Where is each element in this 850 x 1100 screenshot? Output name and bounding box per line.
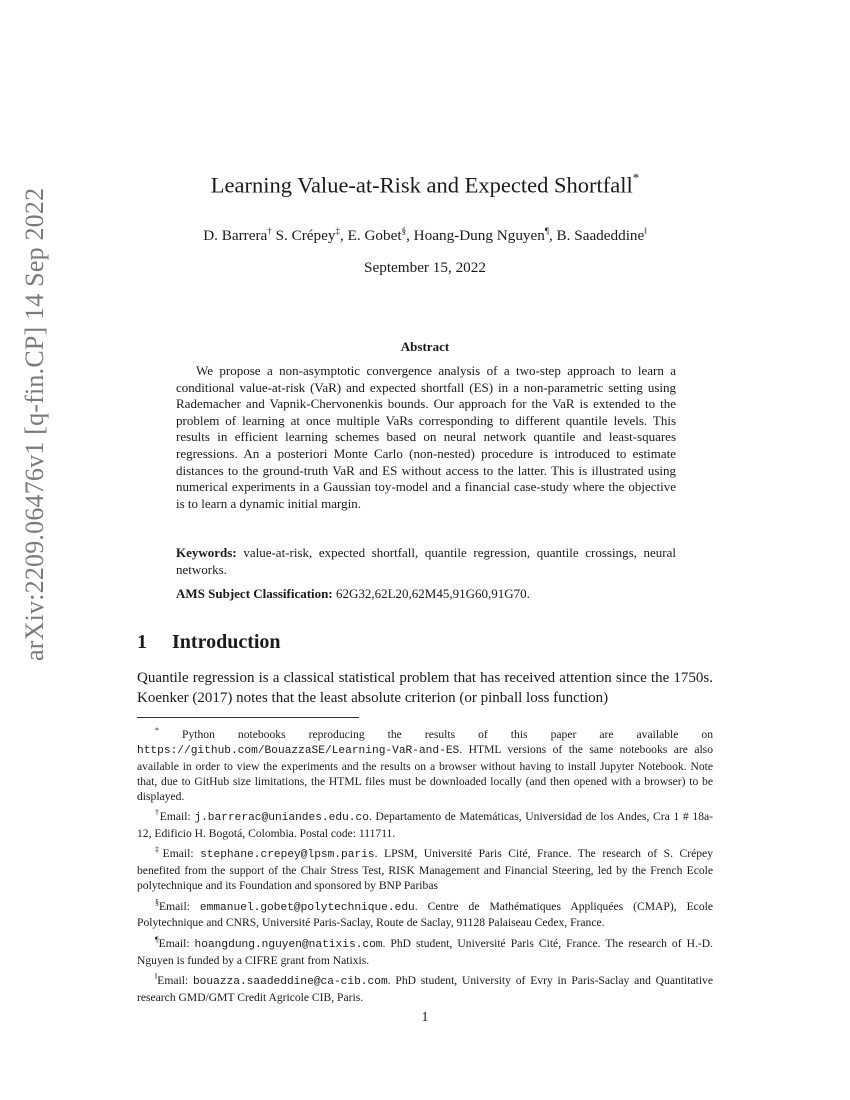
author-list	[0, 226, 850, 245]
footnote-text: . LPSM, Université Paris Cité, France. The research of S. Crépey benefited from the support of the Chair Stress Test, RISK Management and Financial Steering, led by the French Ecole polytechnique and its Foundation and sponsored by BNP Paribas	[137, 847, 713, 893]
footnote-text: . HTML versions of the same notebooks are also available in order to view the experiments and the results on a browser without having to install Jupyter Notebook. Note that, due to GitHub size limitations, the HTML files must be downloaded locally (and then opened with a browser) to be displayed.	[137, 742, 713, 804]
author-name: E. Gobet	[347, 227, 402, 245]
footnote-link-text: bouazza.saadeddine@ca-cib.com	[192, 975, 388, 988]
keywords	[176, 545, 676, 578]
footnote-text: . Centre de Mathématiques Appliquées (CMAP), Ecole Polytechnique and CNRS, Université Paris-Saclay, Route de Saclay, 91128 Palaiseau Cedex, France.	[137, 899, 713, 930]
author-footnote-mark: ‡	[335, 226, 340, 236]
author-footnote-mark: ‖	[644, 226, 647, 236]
publication-date: September 15, 2022	[364, 259, 486, 276]
author	[557, 227, 647, 244]
footnote-mark: ‖	[155, 971, 158, 981]
footnote-divider	[137, 717, 359, 718]
footnote	[137, 969, 713, 1005]
author-name: B. Saadeddine	[556, 227, 645, 245]
footnote-text: . PhD student, University of Evry in Paris-Saclay and Quantitative research GMD/GMT Credit Agricole CIB, Paris.	[137, 973, 713, 1004]
footnote	[137, 895, 713, 931]
section-heading	[137, 631, 281, 654]
ams-label: AMS Subject Classification:	[176, 586, 333, 601]
footnote-mark: †	[155, 808, 160, 818]
footnote-link-text: stephane.crepey@lpsm.paris	[200, 849, 375, 862]
author-separator: ,	[548, 227, 557, 245]
author-footnote-mark: §	[401, 226, 407, 236]
author-footnote-mark: ¶	[544, 226, 549, 236]
footnote	[137, 723, 713, 804]
footnote-link-text: emmanuel.gobet@polytechnique.edu	[199, 901, 415, 914]
title-text: Learning Value-at-Risk and Expected Shortfall	[210, 172, 633, 198]
author	[414, 227, 557, 244]
section-number: 1	[137, 631, 147, 653]
footnote	[137, 805, 713, 841]
author-separator: ,	[406, 227, 414, 245]
footnote-link-text: https://github.com/BouazzaSE/Learning-VaR-and-ES	[137, 744, 460, 757]
footnote-text: . PhD student, Université Paris Cité, France. The research of H.-D. Nguyen is funded by a CIFRE grant from Natixis.	[137, 936, 713, 967]
page-number: 1	[421, 1010, 429, 1025]
footnotes	[137, 723, 713, 1006]
footnote	[137, 842, 713, 893]
footnote-text: Email:	[159, 810, 195, 824]
author-name: Hoang-Dung Nguyen	[413, 227, 545, 245]
footnote-text: Email:	[157, 973, 193, 987]
author	[203, 227, 275, 244]
footnote-mark: ‡	[155, 845, 163, 855]
ams-classification	[176, 586, 676, 603]
footnote-link-text: hoangdung.nguyen@natixis.com	[194, 938, 383, 951]
arxiv-identifier-stamp: arXiv:2209.06476v1 [q-fin.CP] 14 Sep 2022	[20, 187, 49, 661]
paper-title	[0, 172, 850, 199]
footnote-text: Email:	[158, 936, 195, 950]
footnote-text: . Departamento de Matemáticas, Universidad de los Andes, Cra 1 # 18a-12, Edificio H. Bogotá, Colombia. Postal code: 111711.	[137, 810, 713, 841]
abstract-heading: Abstract	[400, 339, 450, 354]
title-footnote-mark: *	[632, 170, 640, 185]
footnote	[137, 932, 713, 968]
author-separator: ,	[339, 227, 348, 245]
footnote-link-text: j.barrerac@uniandes.edu.co	[194, 812, 369, 825]
ams-codes: 62G32,62L20,62M45,91G60,91G70.	[335, 586, 530, 601]
footnote-text: Email:	[159, 899, 200, 913]
footnote-text: Email:	[162, 847, 201, 861]
footnote-mark: *	[155, 726, 159, 735]
introduction-text: Quantile regression is a classical statistical problem that has received attention since the 1750s. Koenker (2017) notes that the least absolute criterion (or pinball loss function)	[137, 670, 713, 706]
footnote-mark: §	[155, 897, 159, 907]
author-footnote-mark: †	[267, 226, 272, 236]
keywords-label: Keywords:	[176, 545, 237, 560]
abstract-text: We propose a non-asymptotic convergence analysis of a two-step approach to learn a conditional value-at-risk (VaR) and expected shortfall (ES) in a non-parametric setting using Rademacher and Vapnik-Chervonenkis bounds. Our approach for the VaR is extended to the problem of learning at once multiple VaRs corresponding to different quantile levels. This results in efficient learning schemes based on neural network quantile and least-squares regressions. An a posteriori Monte Carlo (non-nested) procedure is introduced to estimate distances to the ground-truth VaR and ES without access to the latter. This is illustrated using numerical experiments in a Gaussian toy-model and a financial case-study where the objective is to learn a dynamic initial margin.	[176, 363, 676, 511]
section-title: Introduction	[172, 631, 281, 653]
author	[348, 227, 414, 244]
footnote-mark: ¶	[155, 934, 159, 944]
keywords-text: value-at-risk, expected shortfall, quantile regression, quantile crossings, neural networks.	[176, 545, 676, 577]
footnote-text: Python notebooks reproducing the results of this paper are available on	[159, 727, 713, 741]
author-name: S. Crépey	[275, 227, 336, 245]
author-name: D. Barrera	[203, 227, 268, 245]
author	[276, 227, 348, 244]
